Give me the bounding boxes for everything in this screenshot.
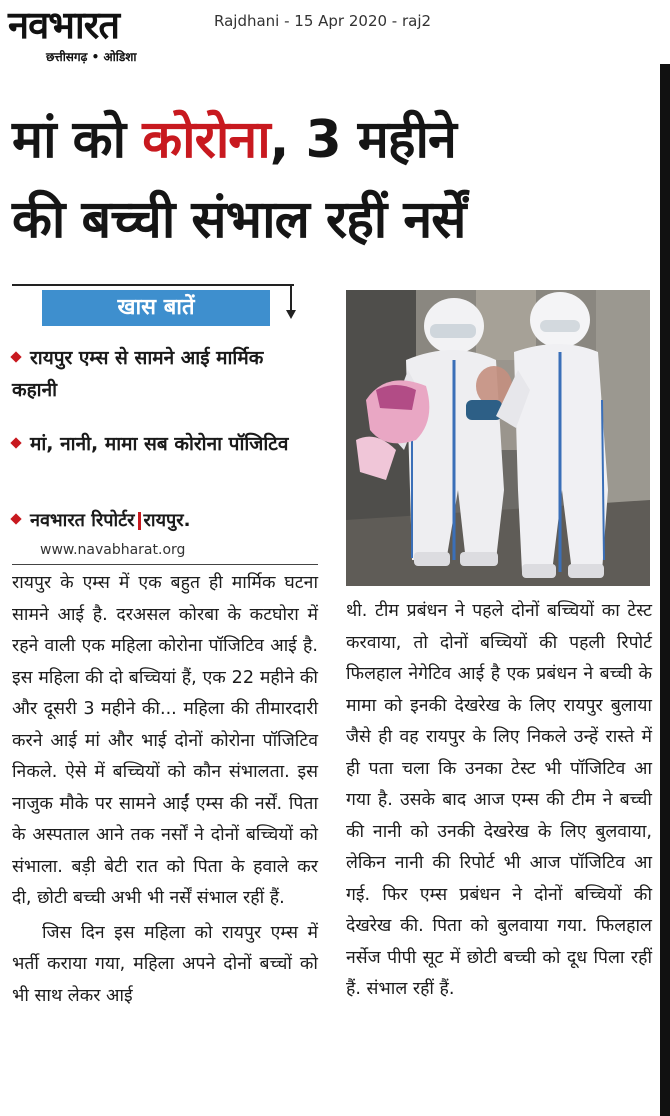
- news-photo-nurses-ppe: [346, 290, 650, 586]
- byline-divider: [12, 564, 318, 565]
- headline-line-1-start: मां को: [12, 110, 143, 170]
- newspaper-logo: [6, 2, 196, 64]
- logo-subtitle: छत्तीसगढ़ • ओडिशा: [46, 50, 137, 64]
- article-paragraph-1: रायपुर के एम्स में एक बहुत ही मार्मिक घटना सामने आई है. दरअसल कोरबा के कटघोरा में रहने वाली एक महिला कोरोना पॉजिटिव आई है. इस महिला की दो बच्चियां हैं, एक 22 महीने की और दूसरी 3 महीने की... महिला की तीमारदारी करने आई मां और भाई दोनों कोरोना पॉजिटिव निकले. ऐसे में बच्चियों को कौन संभालता. इस नाजुक मौके पर सामने आईं एम्स की नर्सें. पिता के अस्पताल आने तक नर्सों ने दोनों बच्चियों को संभाला. बड़ी बेटी रात को पिता के हवाले कर दी, छोटी बच्ची अभी भी नर्सें संभाल रहीं हैं.: [12, 573, 318, 908]
- khas-divider: [12, 284, 294, 286]
- byline-reporter: नवभारत रिपोर्टर: [30, 510, 135, 531]
- byline: [12, 508, 190, 534]
- edition-info: Rajdhani - 15 Apr 2020 - raj2: [214, 12, 432, 30]
- masthead: [0, 0, 670, 66]
- article-column-2: [346, 596, 652, 1006]
- headline-line-1-end: , 3 महीने: [269, 110, 456, 170]
- headline-highlight: कोरोना: [142, 110, 270, 170]
- right-edge-rule: [660, 64, 670, 1116]
- key-point-2: [12, 428, 312, 460]
- headline-line-2: की बच्ची संभाल रहीं नर्सें: [12, 190, 466, 250]
- headline-line-1: [12, 100, 652, 180]
- article-paragraph-2: जिस दिन इस महिला को रायपुर एम्स में भर्ती कराया गया, महिला अपने दोनों बच्चों को भी साथ लेकर आई: [12, 922, 318, 1006]
- article-column-1: [12, 568, 318, 1012]
- key-point-1-text: रायपुर एम्स से सामने आई मार्मिक कहानी: [12, 347, 264, 401]
- website-url: www.navabharat.org: [40, 542, 186, 558]
- red-diamond-icon: [10, 351, 21, 362]
- red-diamond-icon: [10, 437, 21, 448]
- byline-separator: [138, 512, 141, 530]
- red-diamond-icon: [10, 513, 21, 524]
- key-point-1: [12, 342, 312, 406]
- article-paragraph-3: थी. टीम प्रबंधन ने पहले दोनों बच्चियों का टेस्ट करवाया, तो दोनों बच्चियों की पहली रिपोर्ट फिलहाल नेगेटिव आई है एक प्रबंधन ने बच्ची के मामा को इनकी देखरेख के लिए रायपुर बुलाया जैसे ही वह रायपुर के लिए निकले उन्हें रास्ते में ही पता चला कि उनका टेस्ट भी पॉजिटिव आ गया है. उसके बाद आज एम्स की टीम ने बच्ची की नानी को उनकी देखरेख के लिए बुलवाया, लेकिन नानी की रिपोर्ट भी आज पॉजिटिव आ गई. फिर एम्स प्रबंधन ने दोनों बच्चियों की देखरेख की. पिता को बुलवाया गया. फिलहाल नर्सेज पीपी सूट में छोटी बच्ची को दूध पिला रहीं हैं. संभाल रहीं हैं.: [346, 601, 652, 999]
- khas-baatein-label: खास बातें: [42, 290, 270, 326]
- headline: [12, 100, 652, 260]
- key-point-2-text: मां, नानी, मामा सब कोरोना पॉजिटिव: [30, 433, 289, 455]
- byline-city: रायपुर.: [143, 510, 191, 531]
- logo-text: नवभारत: [8, 3, 119, 47]
